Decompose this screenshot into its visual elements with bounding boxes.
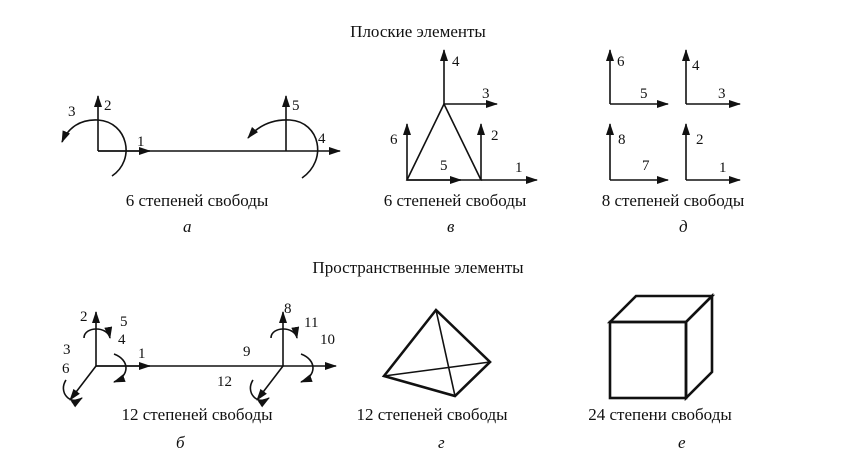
dof-label-3: 3 [63, 342, 71, 358]
dof-label-1: 1 [719, 160, 727, 176]
dof-label-10: 10 [320, 332, 335, 348]
dof-label-4: 4 [692, 58, 700, 74]
dof-label-6: 6 [390, 132, 398, 148]
dof-label-3: 3 [482, 86, 490, 102]
dof-label-5: 5 [440, 158, 448, 174]
panel-d-letter: д [679, 217, 688, 236]
dof-arrow-3 [70, 366, 96, 400]
dof-arrow-9 [257, 366, 283, 400]
rotation-arc-11 [271, 329, 297, 338]
dof-label-8: 8 [618, 132, 626, 148]
tetrahedron-edge-front [436, 310, 455, 396]
panel-g-caption: 12 степеней свободы [356, 405, 508, 424]
dof-label-4: 4 [318, 131, 326, 147]
rotation-arc-4 [114, 354, 126, 382]
panel-g-tetrahedron [356, 310, 508, 452]
planar-heading: Плоские элементы [350, 22, 486, 41]
dof-label-3: 3 [718, 86, 726, 102]
dof-label-5: 5 [120, 314, 128, 330]
panel-a-caption: 6 степеней свободы [125, 191, 269, 210]
panel-v-caption: 6 степеней свободы [383, 191, 527, 210]
dof-label-11: 11 [304, 315, 319, 331]
rotation-arc-3 [62, 120, 126, 176]
panel-v-letter: в [447, 217, 455, 236]
cube-top-face [610, 296, 712, 322]
panel-d-rectangle-element [602, 50, 745, 236]
tetrahedron-outline [384, 310, 490, 396]
panel-e-letter: е [678, 433, 686, 452]
dof-label-1: 1 [138, 346, 146, 362]
panel-a-letter: а [183, 217, 192, 236]
dof-label-2: 2 [80, 309, 88, 325]
dof-label-2: 2 [104, 98, 112, 114]
panel-g-letter: г [438, 433, 445, 452]
dof-label-2: 2 [491, 128, 499, 144]
dof-label-5: 5 [292, 98, 300, 114]
panel-b-letter: б [176, 433, 185, 452]
dof-label-3: 3 [68, 104, 76, 120]
dof-label-5: 5 [640, 86, 648, 102]
dof-label-1: 1 [515, 160, 523, 176]
rotation-arc-5 [84, 329, 110, 338]
dof-label-2: 2 [696, 132, 704, 148]
dof-label-4: 4 [452, 54, 460, 70]
panel-a-beam-element [62, 96, 340, 236]
panel-b-caption: 12 степеней свободы [121, 405, 273, 424]
panel-v-triangle-element [384, 50, 537, 236]
dof-label-7: 7 [642, 158, 650, 174]
dof-label-8: 8 [284, 301, 292, 317]
panel-b-spatial-beam [62, 301, 336, 452]
tetrahedron-edge-back [384, 362, 490, 376]
spatial-heading: Пространственные элементы [312, 258, 524, 277]
dof-label-1: 1 [137, 134, 145, 150]
dof-label-9: 9 [243, 344, 251, 360]
rotation-arc-6 [248, 120, 318, 178]
cube-side-face [686, 296, 712, 398]
panel-e-cube [588, 296, 732, 452]
cube-front-face [610, 322, 686, 398]
dof-label-12: 12 [217, 374, 232, 390]
panel-d-caption: 8 степеней свободы [601, 191, 745, 210]
dof-label-4: 4 [118, 332, 126, 348]
rotation-arc-10 [301, 354, 313, 382]
dof-label-6: 6 [617, 54, 625, 70]
panel-e-caption: 24 степени свободы [588, 405, 732, 424]
dof-label-6: 6 [62, 361, 70, 377]
